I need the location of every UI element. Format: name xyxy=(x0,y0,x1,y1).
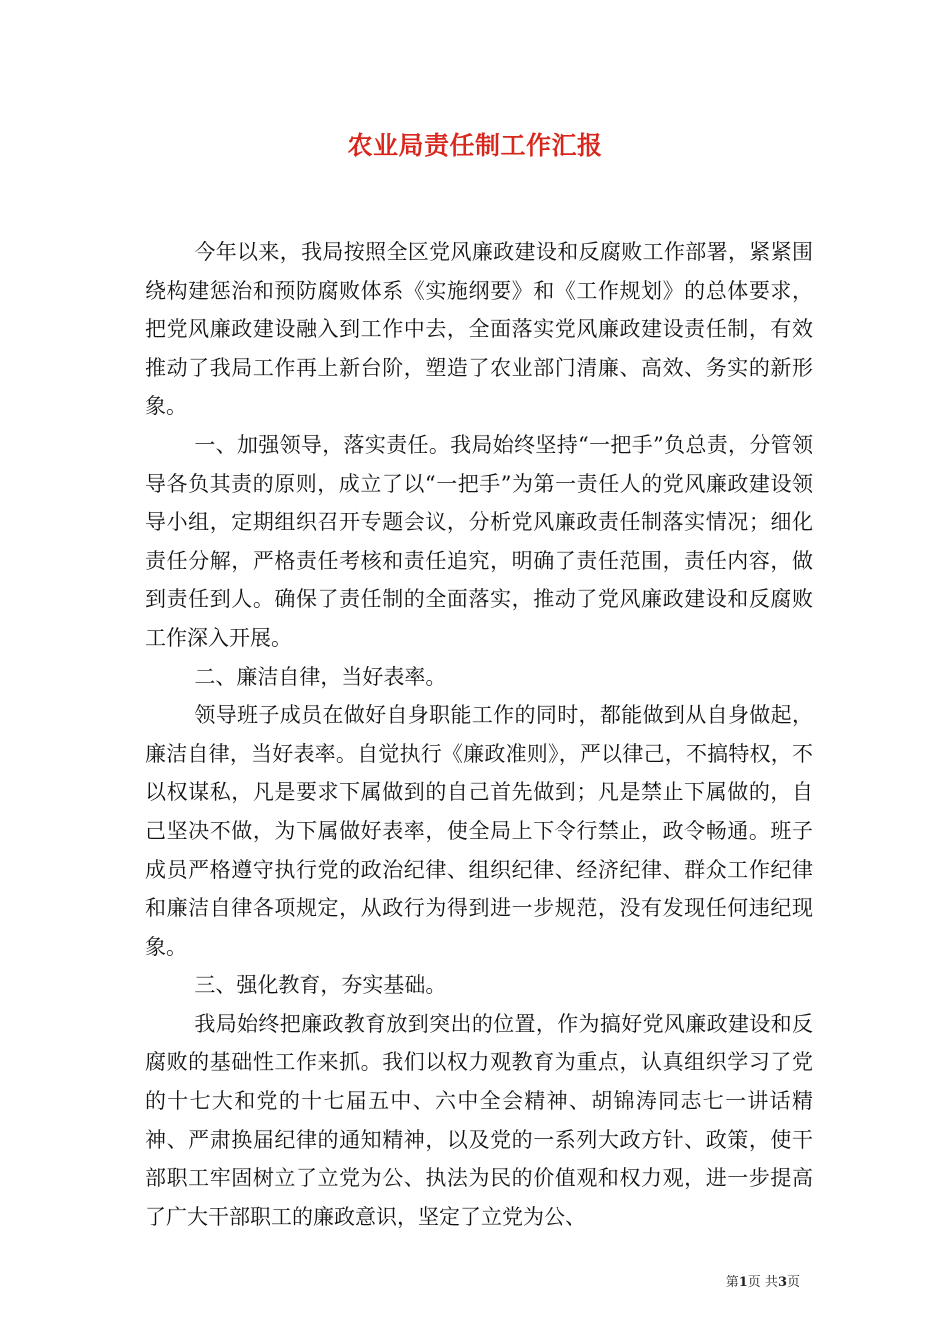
footer-total-pages: 3 xyxy=(777,1275,787,1290)
document-body xyxy=(145,233,813,1236)
document-title: 农业局责任制工作汇报 xyxy=(347,131,603,160)
page-number-footer xyxy=(726,1274,800,1292)
paragraph-section-2: 领导班子成员在做好自身职能工作的同时，都能做到从自身做起，廉洁自律，当好表率。自觉执行《廉政准则》，严以律己，不搞特权，不以权谋私，凡是要求下属做到的自己首先做到；凡是禁止下属做的，自己坚决不做，为下属做好表率，使全局上下令行禁止，政令畅通。班子成员严格遵守执行党的政治纪律、组织纪律、经济纪律、群众工作纪律和廉洁自律各项规定，从政行为得到进一步规范，没有发现任何违纪现象。 xyxy=(145,703,813,959)
footer-prefix: 第 xyxy=(725,1275,739,1290)
footer-middle: 页 共 xyxy=(747,1275,778,1290)
heading-section-2: 二、廉洁自律，当好表率。 xyxy=(194,664,447,689)
paragraph-section-3: 我局始终把廉政教育放到突出的位置，作为搞好党风廉政建设和反腐败的基础性工作来抓。我们以权力观教育为重点，认真组织学习了党的十七大和党的十七届五中、六中全会精神、胡锦涛同志七一讲话精神、严肃换届纪律的通知精神，以及党的一系列大政方针、政策，使干部职工牢固树立了立党为公、执法为民的价值观和权力观，进一步提高了广大干部职工的廉政意识，坚定了立党为公、 xyxy=(145,1011,813,1229)
paragraph-intro: 今年以来，我局按照全区党风廉政建设和反腐败工作部署，紧紧围绕构建惩治和预防腐败体系《实施纲要》和《工作规划》的总体要求，把党风廉政建设融入到工作中去，全面落实党风廉政建设责任制，有效推动了我局工作再上新台阶，塑造了农业部门清廉、高效、务实的新形象。 xyxy=(145,240,813,419)
footer-suffix: 页 xyxy=(786,1275,800,1290)
paragraph-section-1: 一、加强领导，落实责任。我局始终坚持“一把手”负总责，分管领导各负其责的原则，成立了以“一把手”为第一责任人的党风廉政建设领导小组，定期组织召开专题会议，分析党风廉政责任制落实情况；细化责任分解，严格责任考核和责任追究，明确了责任范围，责任内容，做到责任到人。确保了责任制的全面落实，推动了党风廉政建设和反腐败工作深入开展。 xyxy=(145,432,813,650)
footer-current-page: 1 xyxy=(738,1275,748,1290)
heading-section-3: 三、强化教育，夯实基础。 xyxy=(194,973,447,998)
